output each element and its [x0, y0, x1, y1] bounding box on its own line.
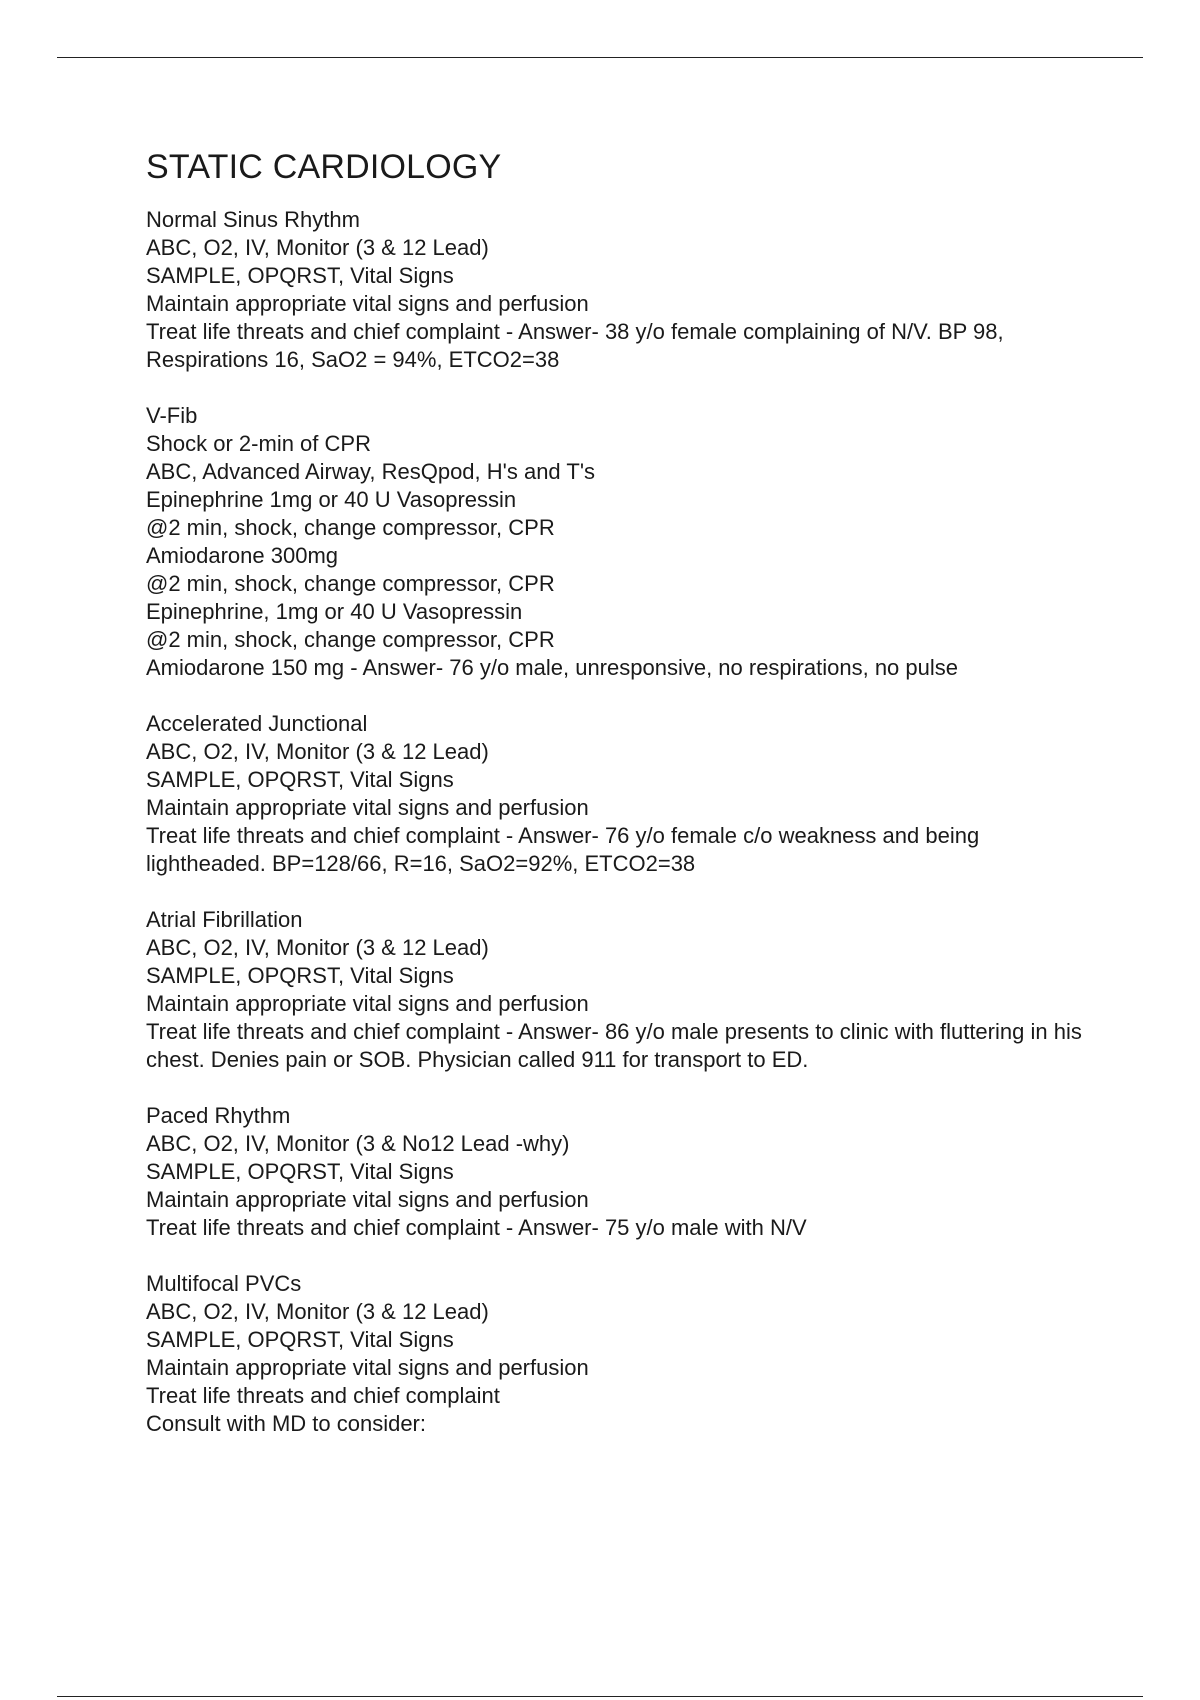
- section-line: Maintain appropriate vital signs and perfusion: [146, 291, 589, 316]
- section-line: ABC, O2, IV, Monitor (3 & 12 Lead): [146, 1299, 489, 1324]
- header-rule: [57, 57, 1143, 58]
- section-line: @2 min, shock, change compressor, CPR: [146, 627, 555, 652]
- page-title: STATIC CARDIOLOGY: [146, 148, 502, 186]
- section-line: Treat life threats and chief complaint: [146, 1383, 500, 1408]
- section-line: Maintain appropriate vital signs and perfusion: [146, 991, 589, 1016]
- section-line: Maintain appropriate vital signs and perfusion: [146, 1187, 589, 1212]
- section-line: ABC, O2, IV, Monitor (3 & 12 Lead): [146, 235, 489, 260]
- section-line: SAMPLE, OPQRST, Vital Signs: [146, 767, 454, 792]
- section-line: ABC, O2, IV, Monitor (3 & 12 Lead): [146, 739, 489, 764]
- rhythm-section: [146, 1270, 1086, 1438]
- section-line: Treat life threats and chief complaint - Answer- 76 y/o female c/o weakness and being lightheaded. BP=128/66, R=16, SaO2=92%, ETCO2=38: [146, 823, 980, 876]
- section-line: @2 min, shock, change compressor, CPR: [146, 571, 555, 596]
- section-line: Consult with MD to consider:: [146, 1411, 426, 1436]
- section-line: Maintain appropriate vital signs and perfusion: [146, 1355, 589, 1380]
- section-line: Treat life threats and chief complaint - Answer- 75 y/o male with N/V: [146, 1215, 807, 1240]
- section-line: Treat life threats and chief complaint - Answer- 86 y/o male presents to clinic with fluttering in his chest. Denies pain or SOB. Physician called 911 for transport to ED.: [146, 1019, 1082, 1072]
- rhythm-section: [146, 1102, 1086, 1242]
- section-line: ABC, Advanced Airway, ResQpod, H's and T's: [146, 459, 596, 484]
- section-line: Shock or 2-min of CPR: [146, 431, 371, 456]
- rhythm-section: [146, 906, 1086, 1074]
- section-line: SAMPLE, OPQRST, Vital Signs: [146, 963, 454, 988]
- rhythm-section: [146, 206, 1086, 374]
- section-heading: V-Fib: [146, 403, 198, 428]
- section-line: ABC, O2, IV, Monitor (3 & No12 Lead -why): [146, 1131, 570, 1156]
- section-list: [146, 206, 1086, 1438]
- section-line: Amiodarone 300mg: [146, 543, 339, 568]
- section-heading: Accelerated Junctional: [146, 711, 368, 736]
- section-heading: Normal Sinus Rhythm: [146, 207, 360, 232]
- section-line: Treat life threats and chief complaint - Answer- 38 y/o female complaining of N/V. BP 98, Respirations 16, SaO2 = 94%, ETCO2=38: [146, 319, 1004, 372]
- section-heading: Multifocal PVCs: [146, 1271, 302, 1296]
- document-body: [146, 140, 1086, 1466]
- section-heading: Atrial Fibrillation: [146, 907, 303, 932]
- section-line: SAMPLE, OPQRST, Vital Signs: [146, 263, 454, 288]
- section-line: ABC, O2, IV, Monitor (3 & 12 Lead): [146, 935, 489, 960]
- section-line: SAMPLE, OPQRST, Vital Signs: [146, 1327, 454, 1352]
- rhythm-section: [146, 402, 1086, 682]
- rhythm-section: [146, 710, 1086, 878]
- section-line: Amiodarone 150 mg - Answer- 76 y/o male, unresponsive, no respirations, no pulse: [146, 655, 958, 680]
- footer-rule: [57, 1696, 1143, 1697]
- section-line: Maintain appropriate vital signs and perfusion: [146, 795, 589, 820]
- section-line: Epinephrine 1mg or 40 U Vasopressin: [146, 487, 517, 512]
- section-heading: Paced Rhythm: [146, 1103, 291, 1128]
- section-line: Epinephrine, 1mg or 40 U Vasopressin: [146, 599, 523, 624]
- section-line: SAMPLE, OPQRST, Vital Signs: [146, 1159, 454, 1184]
- section-line: @2 min, shock, change compressor, CPR: [146, 515, 555, 540]
